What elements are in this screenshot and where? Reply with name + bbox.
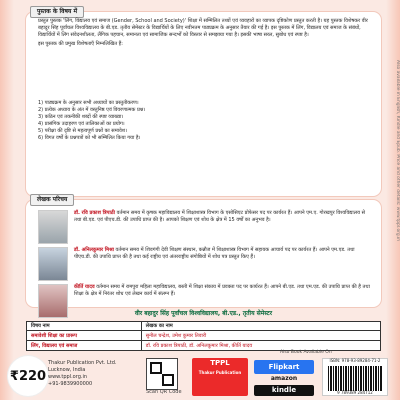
feature-item: 5) परीक्षा की दृष्टि से महत्वपूर्ण प्रश्नों का समावेश। <box>38 128 128 134</box>
feature-item: 3) कठिन एवं तकनीकी शब्दों की स्पष्ट व्याख्या। <box>38 114 124 120</box>
barcode-bars <box>328 366 382 391</box>
author-photo <box>38 210 68 244</box>
amazon-badge[interactable]: amazon <box>270 375 298 382</box>
subjects-table <box>26 321 381 351</box>
table-cell: सुनील चन्द्रेश, उमेश कुमार तिवारी <box>141 331 380 341</box>
author-name: कीर्ति यादव <box>74 284 95 290</box>
author-card <box>38 210 373 243</box>
price-badge: ₹220 <box>8 356 48 396</box>
publisher-subname: Thakur Publication <box>198 370 242 375</box>
feature-list <box>38 100 373 142</box>
about-panel <box>26 8 381 196</box>
contact-line: +91-9839900000 <box>48 381 93 387</box>
isbn-text: ISBN: 978-93-89284-71-2 <box>329 358 381 363</box>
table-cell: लिंग, विद्यालय एवं समाज <box>27 341 142 351</box>
table-row <box>27 331 381 341</box>
authors-panel <box>26 196 381 307</box>
about-heading: पुस्तक के विषय में <box>30 6 84 18</box>
bottom-badges <box>146 358 386 398</box>
left-decor <box>0 0 14 400</box>
qr-label: Scan QR Code <box>146 389 182 395</box>
contact-line: Thakur Publication Pvt. Ltd. <box>48 360 117 366</box>
feature-item: 1) पाठ्यक्रम के अनुसार सभी अध्यायों का प्रस्तुतीकरण। <box>38 100 139 106</box>
author-name: डॉ. अनिलकुमार मिश्रा <box>74 247 114 253</box>
feature-item: 4) प्रासंगिक उदाहरण एवं तालिकाओं का प्रयोग। <box>38 121 125 127</box>
barcode-number: 9 789389 284712 <box>337 390 373 395</box>
barcode <box>322 358 388 396</box>
table-header: लेखक का नाम <box>141 322 380 331</box>
feature-item: 6) विगत वर्षों के प्रश्नपत्रों को भी सम्मिलित किया गया है। <box>38 135 141 141</box>
authors-heading: लेखक परिचय <box>30 194 74 206</box>
author-card <box>38 247 373 280</box>
author-name: डॉ. रवि प्रकाश त्रिपाठी <box>74 210 115 216</box>
course-title: वीर बहादुर सिंह पूर्वांचल विश्वविद्यालय, बी.एड., तृतीय सेमेस्टर <box>134 310 273 317</box>
flipkart-badge[interactable]: Flipkart <box>254 360 314 374</box>
author-photo <box>38 247 68 281</box>
author-description: कीर्ति यादव वर्तमान समय में रामपुरा महिला महाविद्यालय, बस्ती में शिक्षा संकाय में प्रवक्ता पद पर कार्यरत हैं। आपने बी.एड. तथा एम.एड. की उपाधि प्राप्त की है तथा शिक्षा के क्षेत्र में निरंतर शोध एवं लेखन कार्य में संलग्न हैं। <box>74 284 370 297</box>
table-cell: समावेशी शिक्षा का प्रारूप <box>27 331 142 341</box>
qr-code-icon[interactable] <box>146 358 178 390</box>
table-header: विषय नाम <box>27 322 142 331</box>
publisher-logo <box>192 358 248 396</box>
table-row <box>27 341 381 351</box>
features-intro: इस पुस्तक की प्रमुख विशेषताएँ निम्नलिखित हैं: <box>38 41 123 47</box>
author-description: डॉ. रवि प्रकाश त्रिपाठी वर्तमान समय में कृषक महाविद्यालय में शिक्षाशास्त्र विभाग के एसोसिएट प्रोफेसर पद पर कार्यरत हैं। आपने एम.ए. गोरखपुर विश्वविद्यालय से तथा बी.एड. एवं पीएच.डी. की उपाधि प्राप्त की है। आपको शिक्षण एवं शोध के क्षेत्र में 15 वर्षों का अनुभव है। <box>74 210 365 223</box>
about-intro: प्रस्तुत पुस्तक 'लिंग, विद्यालय एवं समाज (Gender, School and Society)' शिक्षा में सम्मिलित तथ्यों एवं व्यवहारों का व्यापक दृष्टिकोण प्रस्तुत करती है। यह पुस्तक विशेषकर वीर बहादुर सिंह पूर्वांचल विश्वविद्यालय के बी.एड. तृतीय सेमेस्टर के विद्यार्थियों के लिए नवीनतम पाठ्यक्रम के अनुसार तैयार की गई है। इस पुस्तक में लिंग, विद्यालय एवं समाज के संबंधों, विद्यार्थियों में लिंग संवेदनशीलता, लैंगिक पहचान, समानता एवं सामाजिक सन्दर्भों को विस्तार से समझाया गया है। इसकी भाषा सरल, सुबोध एवं स्पष्ट है। इस पुस्तक की प्रमुख विशेषताएँ निम्नलिखित हैं: <box>38 18 373 48</box>
contact-block <box>48 360 138 388</box>
kindle-badge[interactable]: kindle <box>254 385 314 396</box>
author-description: डॉ. अनिलकुमार मिश्रा वर्तमान समय में शिवगंगी देवी शिक्षण संस्थान, कन्नौज में शिक्षाशास्त्र विभाग में सहायक आचार्य पद पर कार्यरत हैं। आपने एम.एड. तथा पीएच.डी. की उपाधि प्राप्त की है तथा कई राष्ट्रीय एवं अंतरराष्ट्रीय संगोष्ठियों में शोध पत्र प्रस्तुत किए हैं। <box>74 247 355 260</box>
contact-line: www.tppl.org.in <box>48 374 88 380</box>
feature-item: 2) प्रत्येक अध्याय के अंत में वस्तुनिष्ठ एवं विवरणात्मक प्रश्न। <box>38 107 146 113</box>
availability-label: Also Book Available On <box>280 350 332 355</box>
table-cell: डॉ. रवि प्रकाश त्रिपाठी, डॉ. अनिलकुमार मिश्रा, कीर्ति यादव <box>141 341 380 351</box>
contact-line: Lucknow, India <box>48 367 86 373</box>
publisher-name: TPPL <box>210 359 230 367</box>
side-note: Also available in English, Kindle and Epub. Price and other details: www.tppl.org.in <box>395 60 400 242</box>
